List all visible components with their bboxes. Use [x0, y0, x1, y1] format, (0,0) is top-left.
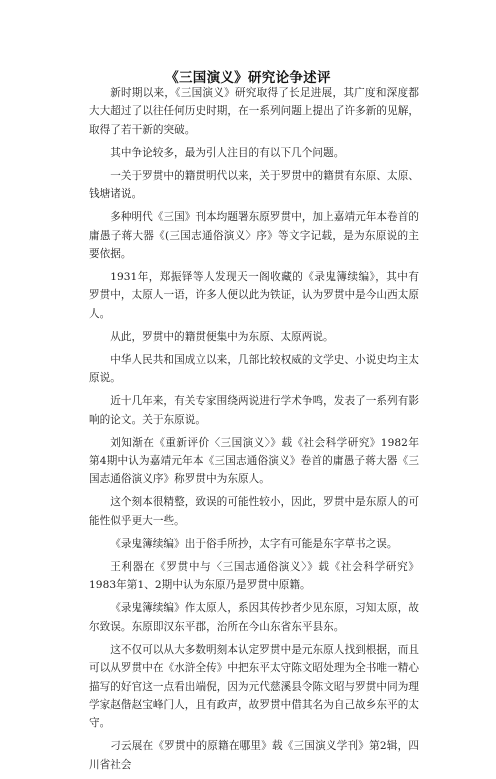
paragraph: 这不仅可以从大多数明刻本认定罗贯中是元东原人找到根据，而且可以从罗贯中在《水浒全传》中把东平太守陈文昭处理为全书唯一精心描写的好官这一点看出端倪，因为元代慈溪县令陈文昭与罗贯中同为理学家赵偕赵宝峰门人，且有政声，故罗贯中借其名为自己故乡东平的太守。: [89, 643, 419, 730]
paragraph: 《录鬼簿续编》出于俗手所抄，太字有可能是东字草书之误。: [110, 537, 398, 550]
paragraph: 1931年，郑振铎等人发现天一阁收藏的《录鬼簿续编》，其中有罗贯中，太原人一语，许多人便以此为铁证，认为罗贯中是今山西太原人。: [89, 271, 419, 320]
paragraph: 多种明代《三国》刊本均题署东原罗贯中，加上嘉靖元年本卷首的庸愚子蒋大器《(三国志通俗演义〉序》等文字记载，是为东原说的主要依据。: [89, 211, 419, 261]
paragraph: 刁云展在《罗贯中的原籍在哪里》载《三国演义学刊》第2辑，四川省社会: [89, 740, 419, 771]
paragraph: 这个刻本很精整，致误的可能性较小，因此，罗贯中是东原人的可能性似乎更大一些。: [89, 496, 419, 527]
paragraph: 其中争论较多，最为引人注目的有以下几个问题。: [110, 146, 345, 159]
paragraph: 《录鬼簿续编》作太原人，系因其传抄者少见东原，习知太原，故尔致误。东原即汉东平郡，治所在今山东省东平县东。: [89, 602, 419, 633]
paragraph: 从此，罗贯中的籍贯便集中为东原、太原两说。: [110, 330, 334, 343]
paragraph: 中华人民共和国成立以来，几部比较权威的文学史、小说史均主太原说。: [89, 353, 419, 385]
paragraph: 新时期以来，《三国演义》研究取得了长足进展，其广度和深度都大大超过了以往任何历史时期，在一系列问题上提出了许多新的见解，取得了若干新的突破。: [89, 87, 419, 136]
paragraph: 王利器在《罗贯中与〈三国志通俗演义〉》载《社会科学研究》1983年第1、2期中认为东原乃是罗贯中原籍。: [89, 560, 419, 592]
document-body: [89, 84, 419, 779]
paragraph: 一关于罗贯中的籍贯明代以来，关于罗贯中的籍贯有东原、太原、钱塘诸说。: [89, 169, 419, 201]
paragraph: 近十几年来，有关专家围绕两说进行学术争鸣，发表了一系列有影响的论文。关于东原说。: [89, 395, 419, 426]
document-title: 《三国演义》研究论争述评: [165, 70, 331, 86]
paragraph: 刘知渐在《重新评价〈三国演义〉》载《社会科学研究》1982年第4期中认为嘉靖元年本《三国志通俗演义》卷首的庸愚子蒋大器《三国志通俗演义序》称罗贯中为东原人。: [89, 436, 419, 486]
